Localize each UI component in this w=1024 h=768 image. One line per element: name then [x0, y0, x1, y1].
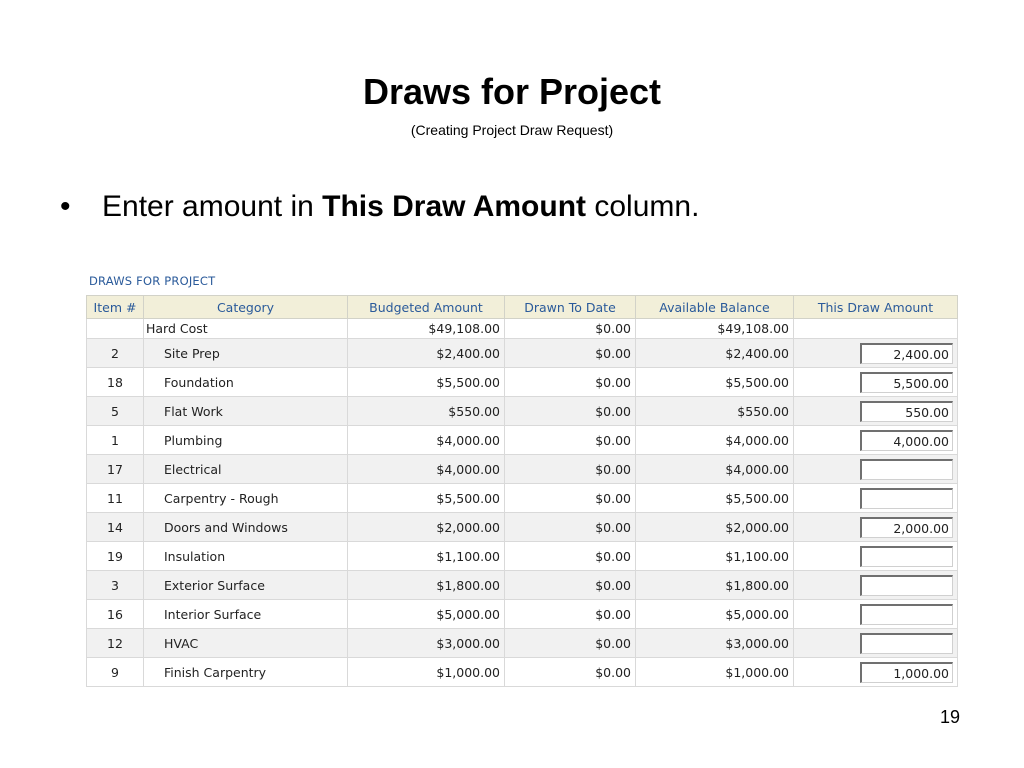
column-header-this-draw: This Draw Amount	[794, 296, 958, 319]
available-balance: $2,400.00	[636, 339, 794, 368]
group-available: $49,108.00	[636, 319, 794, 339]
budgeted-amount: $550.00	[348, 397, 505, 426]
drawn-to-date: $0.00	[505, 629, 636, 658]
draws-table	[86, 295, 958, 687]
this-draw-cell	[794, 542, 958, 571]
available-balance: $3,000.00	[636, 629, 794, 658]
group-item-cell	[87, 319, 144, 339]
item-number: 2	[87, 339, 144, 368]
table-row	[87, 397, 958, 426]
bullet-text-after: column.	[586, 190, 700, 223]
item-number: 18	[87, 368, 144, 397]
item-number: 1	[87, 426, 144, 455]
group-budgeted: $49,108.00	[348, 319, 505, 339]
table-row	[87, 426, 958, 455]
drawn-to-date: $0.00	[505, 426, 636, 455]
available-balance: $5,500.00	[636, 484, 794, 513]
item-number: 12	[87, 629, 144, 658]
category-name: Finish Carpentry	[144, 658, 348, 687]
this-draw-amount-input[interactable]	[860, 459, 953, 480]
available-balance: $2,000.00	[636, 513, 794, 542]
available-balance: $5,000.00	[636, 600, 794, 629]
category-name: HVAC	[144, 629, 348, 658]
drawn-to-date: $0.00	[505, 397, 636, 426]
drawn-to-date: $0.00	[505, 600, 636, 629]
budgeted-amount: $1,100.00	[348, 542, 505, 571]
this-draw-amount-input[interactable]: 2,400.00	[860, 343, 953, 364]
drawn-to-date: $0.00	[505, 571, 636, 600]
this-draw-cell	[794, 368, 958, 397]
drawn-to-date: $0.00	[505, 339, 636, 368]
this-draw-cell	[794, 571, 958, 600]
this-draw-cell	[794, 455, 958, 484]
this-draw-amount-input[interactable]	[860, 633, 953, 654]
this-draw-cell	[794, 339, 958, 368]
drawn-to-date: $0.00	[505, 658, 636, 687]
group-draw-cell	[794, 319, 958, 339]
category-name: Interior Surface	[144, 600, 348, 629]
available-balance: $1,000.00	[636, 658, 794, 687]
bullet-text-before: Enter amount in	[102, 190, 323, 223]
group-row-hard-cost	[87, 319, 958, 339]
column-header-budgeted: Budgeted Amount	[348, 296, 505, 319]
group-drawn: $0.00	[505, 319, 636, 339]
table-row	[87, 513, 958, 542]
budgeted-amount: $5,500.00	[348, 368, 505, 397]
table-row	[87, 658, 958, 687]
table-row	[87, 629, 958, 658]
table-row	[87, 542, 958, 571]
budgeted-amount: $2,400.00	[348, 339, 505, 368]
slide-title: Draws for Project	[362, 71, 662, 112]
bullet-text-bold: This Draw Amount	[322, 190, 587, 223]
table-row	[87, 600, 958, 629]
bullet-icon: •	[60, 190, 71, 223]
this-draw-amount-input[interactable]: 5,500.00	[860, 372, 953, 393]
budgeted-amount: $3,000.00	[348, 629, 505, 658]
table-row	[87, 455, 958, 484]
item-number: 11	[87, 484, 144, 513]
category-name: Carpentry - Rough	[144, 484, 348, 513]
item-number: 5	[87, 397, 144, 426]
this-draw-cell	[794, 484, 958, 513]
column-header-drawn: Drawn To Date	[505, 296, 636, 319]
this-draw-amount-input[interactable]: 2,000.00	[860, 517, 953, 538]
this-draw-amount-input[interactable]: 1,000.00	[860, 662, 953, 683]
item-number: 3	[87, 571, 144, 600]
category-name: Flat Work	[144, 397, 348, 426]
drawn-to-date: $0.00	[505, 455, 636, 484]
table-row	[87, 339, 958, 368]
item-number: 9	[87, 658, 144, 687]
budgeted-amount: $1,000.00	[348, 658, 505, 687]
slide-subtitle: (Creating Project Draw Request)	[410, 122, 614, 138]
item-number: 17	[87, 455, 144, 484]
budgeted-amount: $5,000.00	[348, 600, 505, 629]
item-number: 19	[87, 542, 144, 571]
this-draw-amount-input[interactable]: 4,000.00	[860, 430, 953, 451]
this-draw-amount-input[interactable]	[860, 575, 953, 596]
category-name: Exterior Surface	[144, 571, 348, 600]
instruction-bullet	[60, 188, 699, 226]
this-draw-cell	[794, 658, 958, 687]
available-balance: $550.00	[636, 397, 794, 426]
this-draw-cell	[794, 397, 958, 426]
this-draw-cell	[794, 513, 958, 542]
drawn-to-date: $0.00	[505, 542, 636, 571]
available-balance: $1,100.00	[636, 542, 794, 571]
table-row	[87, 368, 958, 397]
available-balance: $5,500.00	[636, 368, 794, 397]
budgeted-amount: $5,500.00	[348, 484, 505, 513]
panel-title: DRAWS FOR PROJECT	[89, 274, 216, 288]
this-draw-cell	[794, 629, 958, 658]
budgeted-amount: $1,800.00	[348, 571, 505, 600]
column-header-available: Available Balance	[636, 296, 794, 319]
group-category: Hard Cost	[144, 319, 348, 339]
drawn-to-date: $0.00	[505, 368, 636, 397]
category-name: Electrical	[144, 455, 348, 484]
budgeted-amount: $2,000.00	[348, 513, 505, 542]
item-number: 14	[87, 513, 144, 542]
available-balance: $4,000.00	[636, 426, 794, 455]
item-number: 16	[87, 600, 144, 629]
category-name: Plumbing	[144, 426, 348, 455]
table-header-row	[87, 296, 958, 319]
this-draw-cell	[794, 426, 958, 455]
this-draw-amount-input[interactable]	[860, 546, 953, 567]
this-draw-amount-input[interactable]	[860, 604, 953, 625]
budgeted-amount: $4,000.00	[348, 426, 505, 455]
column-header-item: Item #	[87, 296, 144, 319]
table-row	[87, 484, 958, 513]
drawn-to-date: $0.00	[505, 513, 636, 542]
category-name: Foundation	[144, 368, 348, 397]
table-row	[87, 571, 958, 600]
available-balance: $4,000.00	[636, 455, 794, 484]
category-name: Insulation	[144, 542, 348, 571]
this-draw-amount-input[interactable]	[860, 488, 953, 509]
budgeted-amount: $4,000.00	[348, 455, 505, 484]
available-balance: $1,800.00	[636, 571, 794, 600]
this-draw-amount-input[interactable]: 550.00	[860, 401, 953, 422]
page-number: 19	[939, 707, 961, 727]
this-draw-cell	[794, 600, 958, 629]
drawn-to-date: $0.00	[505, 484, 636, 513]
category-name: Doors and Windows	[144, 513, 348, 542]
category-name: Site Prep	[144, 339, 348, 368]
column-header-category: Category	[144, 296, 348, 319]
